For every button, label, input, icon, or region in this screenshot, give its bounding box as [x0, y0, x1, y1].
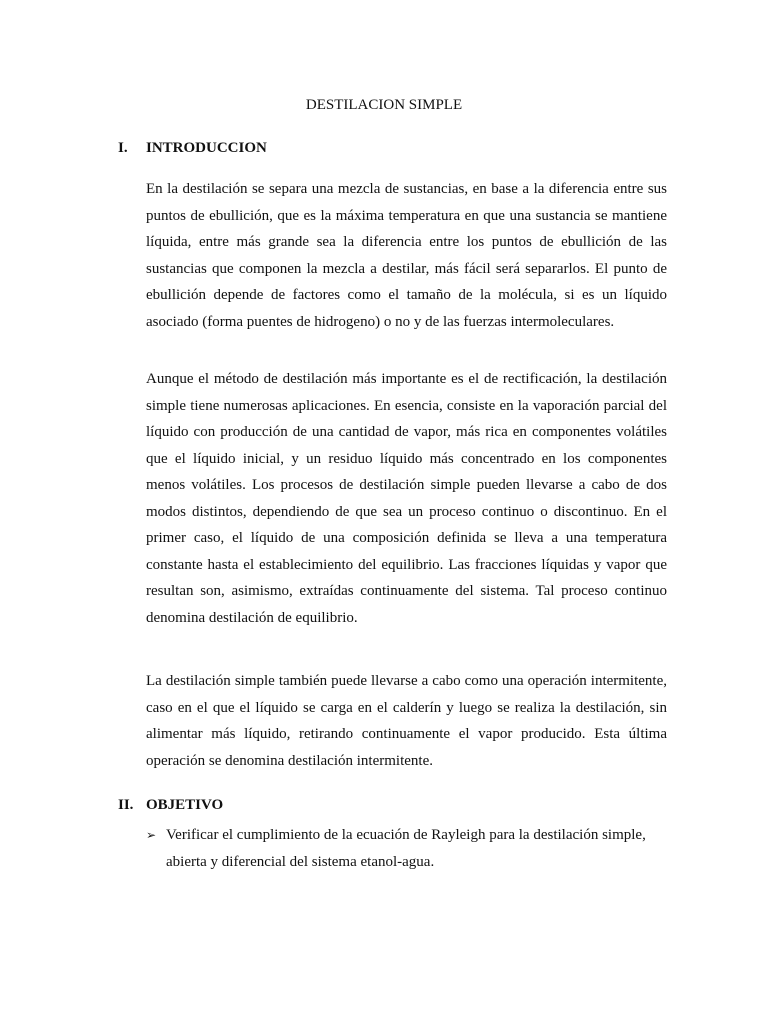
list-item [146, 822, 667, 875]
objective-list [146, 822, 667, 875]
section-number: I. [118, 140, 128, 156]
section-heading-introduccion [118, 140, 267, 157]
objective-text: Verificar el cumplimiento de la ecuación de Rayleigh para la destilación simple, abierta y diferencial del sistema etanol-agua. [166, 827, 646, 870]
section-number: II. [118, 797, 134, 813]
intro-paragraph-3: La destilación simple también puede llevarse a cabo como una operación intermitente, caso en el que el líquido se carga en el calderín y luego se realiza la destilación, sin alimentar más líquido, retirando continuamente el vapor producido. Esta última operación se denomina destilación intermitente. [146, 673, 667, 769]
intro-paragraph-1: En la destilación se separa una mezcla de sustancias, en base a la diferencia entre sus puntos de ebullición, que es la máxima temperatura en que una sustancia se mantiene líquida, entre más grande sea la diferencia entre los puntos de ebullición de las sustancias que componen la mezcla a destilar, más fácil será separarlos. El punto de ebullición depende de factores como el tamaño de la molécula, si es un líquido asociado (forma puentes de hidrogeno) o no y de las fuerzas intermoleculares. [146, 181, 667, 330]
intro-paragraph-2: Aunque el método de destilación más importante es el de rectificación, la destilación simple tiene numerosas aplicaciones. En esencia, consiste en la vaporación parcial del líquido con producción de una cantidad de vapor, más rica en componentes volátiles que el líquido inicial, y un residuo líquido más concentrado en los componentes menos volátiles. Los procesos de destilación simple pueden llevarse a cabo de dos modos distintos, dependiendo de que sea un proceso continuo o discontinuo. En el primer caso, el líquido de una composición definida se lleva a una temperatura constante hasta el establecimiento del equilibrio. Las fracciones líquidas y vapor que resultan son, asimismo, extraídas continuamente del sistema. Tal proceso continuo denomina destilación de equilibrio. [146, 371, 667, 626]
section-title: INTRODUCCION [146, 140, 267, 156]
arrow-bullet-icon: ➢ [146, 828, 157, 842]
document-title: DESTILACION SIMPLE [305, 97, 463, 113]
section-title: OBJETIVO [146, 797, 224, 813]
section-heading-objetivo [118, 797, 223, 814]
